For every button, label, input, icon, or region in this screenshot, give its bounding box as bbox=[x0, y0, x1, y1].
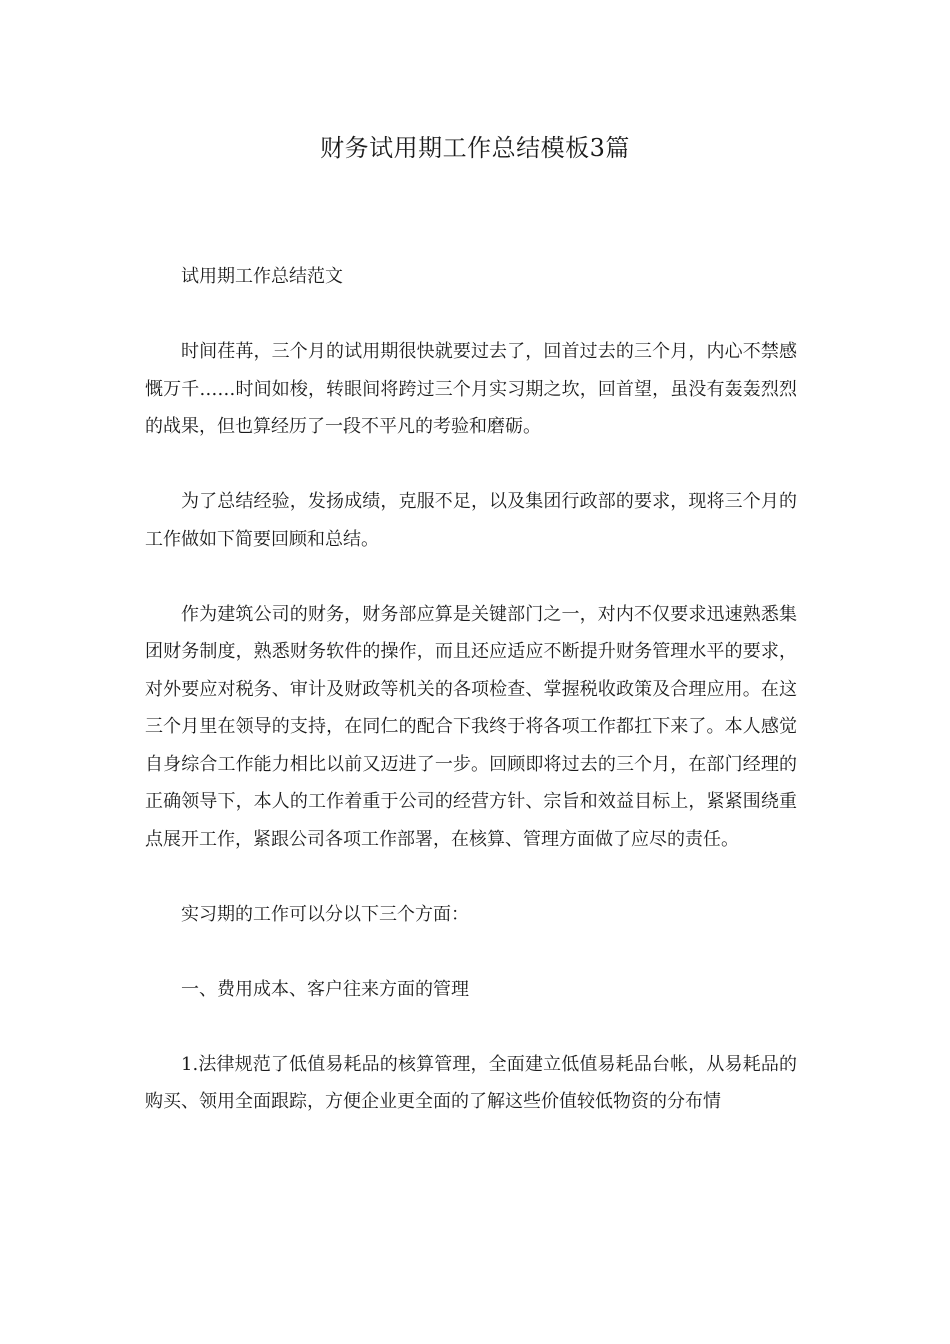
paragraph-item-1: 1.法律规范了低值易耗品的核算管理，全面建立低值易耗品台帐，从易耗品的购买、领用全面跟踪，方便企业更全面的了解这些价值较低物资的分布情 bbox=[145, 1053, 797, 1112]
paragraph-aspects: 实习期的工作可以分以下三个方面： bbox=[181, 903, 469, 925]
paragraph-spacer bbox=[145, 558, 797, 596]
paragraph-spacer bbox=[145, 858, 797, 896]
paragraph-purpose: 为了总结经验，发扬成绩，克服不足，以及集团行政部的要求，现将三个月的工作做如下简要回顾和总结。 bbox=[145, 491, 797, 550]
paragraph-spacer bbox=[145, 933, 797, 971]
paragraph-spacer bbox=[145, 1008, 797, 1046]
document-body bbox=[145, 258, 797, 1121]
paragraph-role: 作为建筑公司的财务，财务部应算是关键部门之一，对内不仅要求迅速熟悉集团财务制度，熟悉财务软件的操作，而且还应适应不断提升财务管理水平的要求，对外要应对税务、审计及财政等机关的各项检查、掌握税收政策及合理应用。在这三个月里在领导的支持，在同仁的配合下我终于将各项工作都扛下来了。本人感觉自身综合工作能力相比以前又迈进了一步。回顾即将过去的三个月，在部门经理的正确领导下，本人的工作着重于公司的经营方针、宗旨和效益目标上，紧紧围绕重点展开工作，紧跟公司各项工作部署，在核算、管理方面做了应尽的责任。 bbox=[145, 603, 797, 850]
paragraph-intro: 时间荏苒，三个月的试用期很快就要过去了，回首过去的三个月，内心不禁感慨万千……时间如梭，转眼间将跨过三个月实习期之坎，回首望，虽没有轰轰烈烈的战果，但也算经历了一段不平凡的考验和磨砺。 bbox=[145, 341, 797, 437]
paragraph-spacer bbox=[145, 296, 797, 334]
document-title: 财务试用期工作总结模板3篇 bbox=[320, 134, 630, 162]
section-heading-1: 一、费用成本、客户往来方面的管理 bbox=[181, 978, 469, 1000]
paragraph-spacer bbox=[145, 446, 797, 484]
section-heading: 试用期工作总结范文 bbox=[181, 266, 343, 287]
